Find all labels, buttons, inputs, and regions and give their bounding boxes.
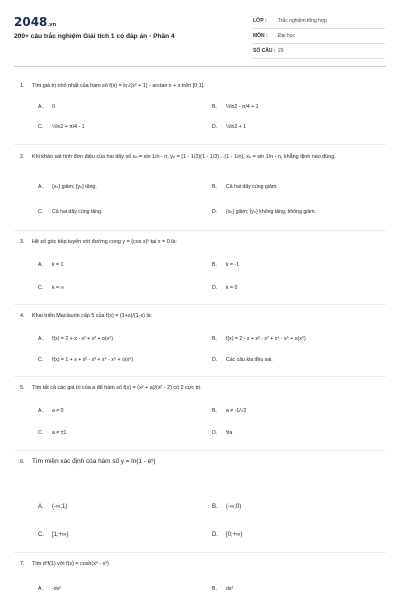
- question-3: [20, 238, 386, 246]
- option-letter: C.: [38, 430, 44, 436]
- option-text: f(x) = 1 + x + x² - x³ + x⁴ - x⁵ + o(x⁵): [52, 357, 134, 363]
- option-b[interactable]: [212, 336, 306, 342]
- meta-key: MÔN :: [253, 33, 268, 39]
- logo-suffix: .vn: [47, 22, 57, 28]
- option-text: ½ln2 + 1: [226, 124, 247, 130]
- option-letter: A.: [38, 104, 43, 110]
- question-number: 2.: [20, 154, 25, 160]
- option-text: ∀a: [226, 430, 233, 436]
- meta-key: SỐ CÂU :: [253, 48, 276, 54]
- option-letter: D.: [212, 209, 218, 215]
- option-d[interactable]: [212, 124, 246, 130]
- option-letter: D.: [212, 124, 218, 130]
- meta-row-subject: [253, 29, 385, 44]
- option-letter: B.: [212, 184, 217, 190]
- document-meta: [253, 14, 385, 59]
- question-4: [20, 312, 386, 320]
- option-c[interactable]: [38, 357, 133, 363]
- option-letter: D.: [212, 357, 218, 363]
- question-number: 1.: [20, 83, 25, 89]
- question-divider: [14, 552, 386, 553]
- option-letter: B.: [212, 336, 217, 342]
- option-text: k = 1: [52, 262, 64, 268]
- option-letter: B.: [212, 408, 217, 414]
- option-letter: A.: [38, 336, 43, 342]
- option-letter: C.: [38, 124, 44, 130]
- option-text: {xₙ} giảm; {yₙ} tăng.: [52, 184, 97, 190]
- option-b[interactable]: [212, 184, 278, 190]
- option-a[interactable]: [38, 104, 55, 110]
- option-letter: C.: [38, 357, 44, 363]
- question-text: Tìm d²f(1) với f(x) = cosh(x³ - x³): [32, 561, 109, 567]
- option-b[interactable]: [212, 262, 239, 268]
- meta-value: Trắc nghiệm tổng hợp: [278, 18, 327, 24]
- option-letter: A.: [38, 262, 43, 268]
- option-text: ½ln2 - π/4 + 1: [226, 104, 259, 110]
- question-number: 6.: [20, 459, 25, 465]
- option-c[interactable]: [38, 285, 64, 291]
- document-title: 200+ câu trắc nghiệm Giải tích 1 có đáp án - Phần 4: [14, 33, 175, 40]
- header-divider: [14, 66, 386, 67]
- question-text: Hệ số góc tiếp tuyến với đường cong y = (cos x)ˣ tại x = 0 là:: [32, 239, 177, 245]
- question-text: Tìm giá trị nhỏ nhất của hàm số f(x) = ln√(x² + 1) - arctan x + x trên [0;1].: [32, 83, 205, 89]
- question-text: Khi khảo sát tính đơn điệu của hai dãy số xₙ = sin 1/n - n, yₙ = (1 - 1/2)(1 - 1/3)…(1 - 1/n), xₙ = sin 1/n - n, khẳng định nào đúng.: [32, 154, 336, 160]
- option-letter: A.: [38, 184, 43, 190]
- option-a[interactable]: [38, 262, 63, 268]
- option-text: dx²: [226, 586, 234, 592]
- option-text: f(x) = 2 + x - x² + x³ + o(x⁵): [52, 336, 113, 342]
- option-letter: A.: [38, 586, 43, 592]
- option-text: (-∞;0): [226, 504, 242, 510]
- option-letter: B.: [212, 262, 217, 268]
- option-letter: D.: [212, 430, 218, 436]
- question-text: Tìm miền xác định của hàm số y = ln(1 - eˣ): [32, 458, 156, 465]
- question-number: 7.: [20, 561, 25, 567]
- option-text: -dx²: [52, 586, 61, 592]
- option-letter: A.: [38, 408, 43, 414]
- option-d[interactable]: [212, 532, 242, 538]
- option-a[interactable]: [38, 336, 113, 342]
- option-b[interactable]: [212, 504, 241, 510]
- question-6: [20, 458, 386, 466]
- option-text: k = ∞: [52, 285, 65, 291]
- question-divider: [14, 376, 386, 377]
- option-text: [0;+∞): [226, 532, 243, 538]
- option-text: k = 0: [226, 285, 238, 291]
- option-text: ½ln2 + π/4 - 1: [52, 124, 85, 130]
- question-number: 3.: [20, 239, 25, 245]
- site-logo[interactable]: [14, 15, 56, 29]
- option-text: (-∞;1): [52, 504, 68, 510]
- option-text: Các câu kia đều sai.: [226, 357, 273, 363]
- option-c[interactable]: [38, 430, 66, 436]
- option-letter: D.: [212, 285, 218, 291]
- option-text: {xₙ} giảm; {yₙ} không tăng, không giảm.: [226, 209, 317, 215]
- meta-row-class: [253, 14, 385, 29]
- question-divider: [14, 304, 386, 305]
- option-d[interactable]: [212, 430, 232, 436]
- option-letter: C.: [38, 532, 44, 538]
- meta-key: LỚP :: [253, 18, 267, 24]
- question-divider: [14, 230, 386, 231]
- question-divider: [14, 144, 386, 145]
- question-number: 4.: [20, 313, 25, 319]
- option-c[interactable]: [38, 209, 102, 215]
- option-text: a ≠ 0: [52, 408, 64, 414]
- option-text: Cả hai dãy cùng giảm.: [226, 184, 278, 190]
- meta-value: 29: [278, 48, 284, 54]
- question-text: Khai triển Maclaurin cấp 5 của f(x) = (1+x)/(1-x) là:: [32, 313, 153, 319]
- option-letter: B.: [212, 504, 218, 510]
- option-text: 0: [52, 104, 55, 110]
- option-a[interactable]: [38, 408, 64, 414]
- question-divider: [14, 450, 386, 451]
- question-number: 5.: [20, 385, 25, 391]
- question-text: Tìm tất cả các giá trị của a để hàm số f(x) = (x² + a)/(x² - 2) có 2 cực trị.: [32, 385, 202, 391]
- meta-value: Đại học: [278, 33, 295, 39]
- option-d[interactable]: [212, 209, 316, 215]
- option-d[interactable]: [212, 357, 273, 363]
- option-letter: C.: [38, 209, 44, 215]
- option-text: Cả hai dãy cùng tăng.: [52, 209, 103, 215]
- option-letter: C.: [38, 285, 44, 291]
- question-1: [20, 82, 386, 90]
- option-text: k = -1: [226, 262, 240, 268]
- option-text: [1;+∞): [52, 532, 69, 538]
- meta-row-count: [253, 44, 385, 59]
- option-b[interactable]: [212, 586, 233, 592]
- option-a[interactable]: [38, 184, 97, 190]
- logo-text: 2048: [14, 15, 48, 29]
- option-c[interactable]: [38, 532, 68, 538]
- option-a[interactable]: [38, 504, 67, 510]
- option-letter: D.: [212, 532, 218, 538]
- option-b[interactable]: [212, 408, 246, 414]
- option-b[interactable]: [212, 104, 259, 110]
- question-5: [20, 384, 386, 392]
- option-letter: B.: [212, 586, 217, 592]
- question-7: [20, 560, 386, 568]
- question-2: [20, 153, 386, 161]
- option-letter: A.: [38, 504, 44, 510]
- option-a[interactable]: [38, 586, 61, 592]
- option-letter: B.: [212, 104, 217, 110]
- option-text: a ≠ -1/√2: [226, 408, 247, 414]
- option-text: a ≠ ±1: [52, 430, 67, 436]
- option-d[interactable]: [212, 285, 237, 291]
- option-c[interactable]: [38, 124, 85, 130]
- option-text: f(x) = 2 - x + x² - x³ + x⁴ - x⁵ + o(x⁵): [226, 336, 306, 342]
